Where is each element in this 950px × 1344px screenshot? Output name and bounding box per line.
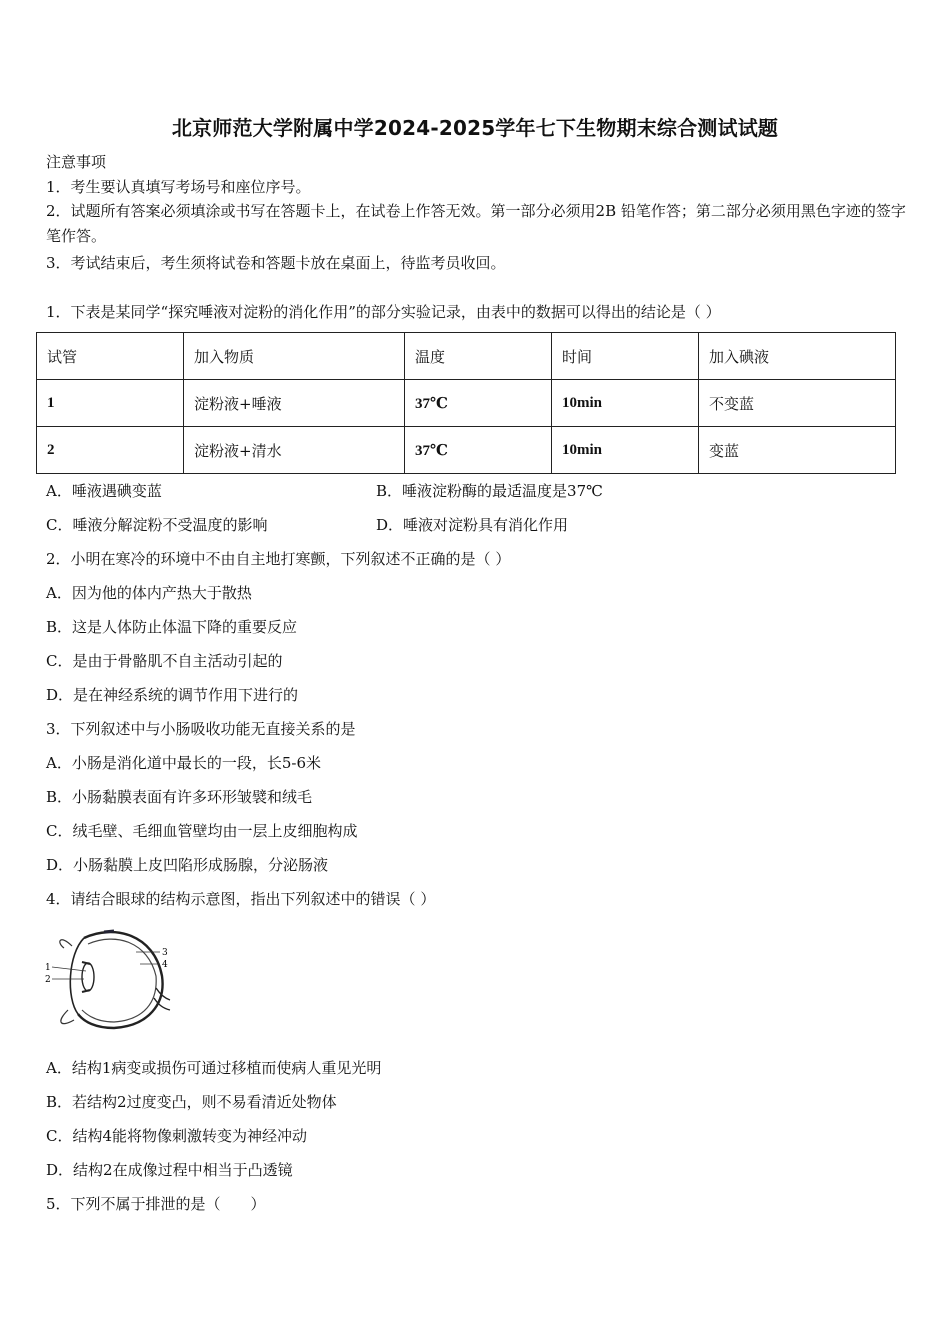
q2-option-c: C．是由于骨骼肌不自主活动引起的 [46, 652, 283, 670]
table-cell: 2 [37, 427, 184, 474]
note-item-2: 2．试题所有答案必须填涂或书写在答题卡上，在试卷上作答无效。第一部分必须用2B 铅笔作答；第二部分必须用黑色字迹的签字笔作答。 [46, 202, 906, 245]
question-5-stem: 5．下列不属于排泄的是（ ） [46, 1195, 266, 1213]
table-cell: 不变蓝 [699, 380, 896, 427]
q4-option-c: C．结构4能将物像刺激转变为神经冲动 [46, 1127, 308, 1145]
q1-option-b: B．唾液淀粉酶的最适温度是37℃ [376, 482, 603, 500]
question-3-stem: 3．下列叙述中与小肠吸收功能无直接关系的是 [46, 720, 356, 738]
note-item-3: 3．考试结束后，考生须将试卷和答题卡放在桌面上，待监考员收回。 [46, 254, 506, 272]
eyeball-diagram [44, 924, 174, 1034]
table-header-row [37, 333, 896, 380]
figure-label-3: 3 [162, 948, 168, 958]
table-cell: 淀粉液+清水 [184, 427, 405, 474]
q1-option-a: A．唾液遇碘变蓝 [46, 482, 162, 500]
question-2-stem: 2．小明在寒冷的环境中不由自主地打寒颤，下列叙述不正确的是（ ） [46, 550, 511, 568]
q4-option-a: A．结构1病变或损伤可通过移植而使病人重见光明 [46, 1059, 382, 1077]
exam-title: 北京师范大学附属中学2024-2025学年七下生物期末综合测试试题 [171, 116, 779, 140]
q2-option-b: B．这是人体防止体温下降的重要反应 [46, 618, 298, 636]
q4-option-b: B．若结构2过度变凸，则不易看清近处物体 [46, 1093, 337, 1111]
experiment-table [36, 332, 896, 474]
question-4-stem: 4．请结合眼球的结构示意图，指出下列叙述中的错误（ ） [46, 890, 436, 908]
notes-heading: 注意事项 [46, 153, 107, 171]
table-cell: 10min [552, 380, 699, 427]
table-cell: 1 [37, 380, 184, 427]
table-header-cell: 时间 [552, 333, 699, 380]
figure-label-4: 4 [162, 960, 168, 970]
q2-option-a: A．因为他的体内产热大于散热 [46, 584, 252, 602]
q3-option-b: B．小肠黏膜表面有许多环形皱襞和绒毛 [46, 788, 313, 806]
table-cell: 变蓝 [699, 427, 896, 474]
table-row [37, 380, 896, 427]
table-cell: 10min [552, 427, 699, 474]
q3-option-c: C．绒毛壁、毛细血管壁均由一层上皮细胞构成 [46, 822, 358, 840]
table-header-cell: 加入碘液 [699, 333, 896, 380]
table-cell: 37℃ [405, 427, 552, 474]
table-header-cell: 试管 [37, 333, 184, 380]
question-1-stem: 1．下表是某同学“探究唾液对淀粉的消化作用”的部分实验记录，由表中的数据可以得出的结论是（ ） [46, 303, 721, 321]
table-header-cell: 加入物质 [184, 333, 405, 380]
note-item-1: 1．考生要认真填写考场号和座位序号。 [46, 178, 311, 196]
figure-label-2: 2 [45, 975, 51, 985]
table-cell: 淀粉液+唾液 [184, 380, 405, 427]
table-cell: 37℃ [405, 380, 552, 427]
q4-option-d: D．结构2在成像过程中相当于凸透镜 [46, 1161, 293, 1179]
q2-option-d: D．是在神经系统的调节作用下进行的 [46, 686, 299, 704]
q3-option-d: D．小肠黏膜上皮凹陷形成肠腺，分泌肠液 [46, 856, 329, 874]
q1-option-c: C．唾液分解淀粉不受温度的影响 [46, 516, 268, 534]
q1-option-d: D．唾液对淀粉具有消化作用 [376, 516, 569, 534]
table-row [37, 427, 896, 474]
table-header-cell: 温度 [405, 333, 552, 380]
figure-label-1: 1 [45, 963, 51, 973]
q3-option-a: A．小肠是消化道中最长的一段，长5-6米 [46, 754, 321, 772]
